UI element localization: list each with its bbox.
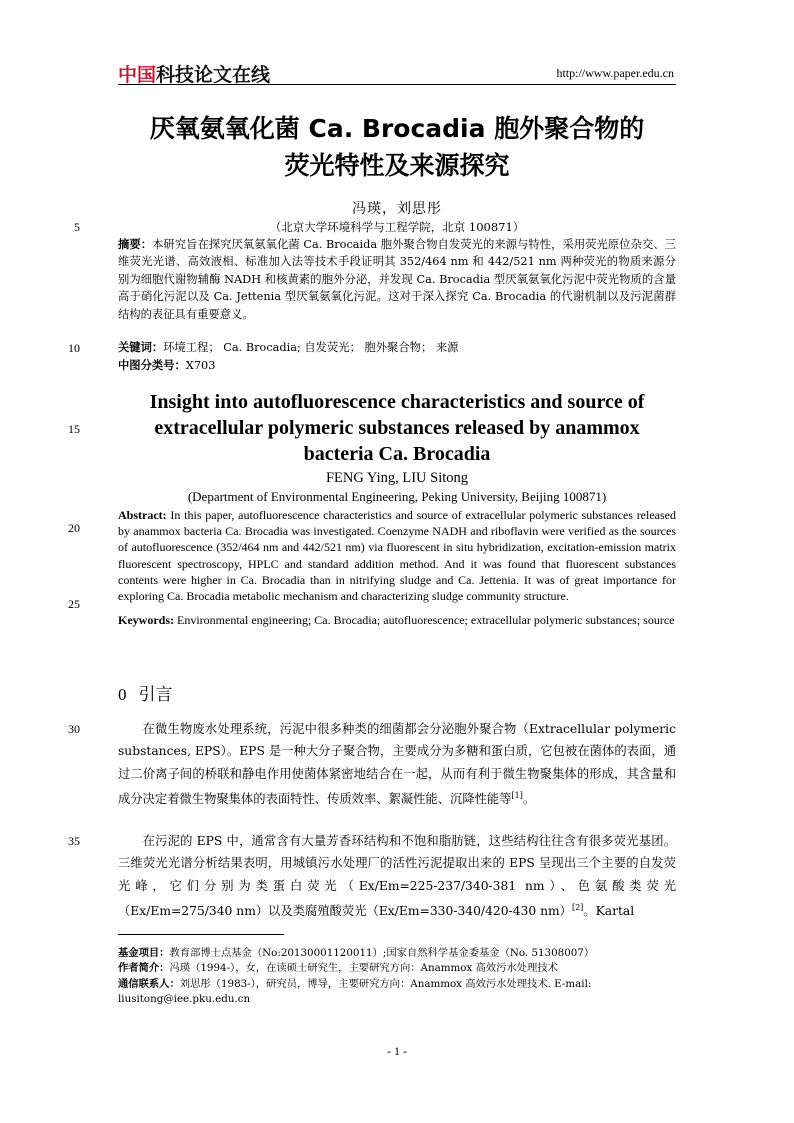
line-number: 30: [68, 722, 80, 736]
abstract-cn-text: 本研究旨在探究厌氧氨氧化菌 Ca. Brocaida 胞外聚合物自发荧光的来源与特性，采用荧光原位杂交、三维荧光光谱、高效液相、标准加入法等技术手段证明其 352/464 nm 和 442/521 nm 两种荧光的物质来源分别为细胞代谢物辅酶 NADH 和核黄素的胞外分泌，并发现 Ca. Brocadia 型厌氧氨氧化污泥中荧光物质的含量高于硝化污泥以及 Ca. Jettenia 型厌氧氨氧化污泥。这对于深入探究 Ca. Brocadia 的代谢机制以及污泥菌群结构的表征具有重要意义。: [118, 238, 676, 321]
footnote-author: [118, 961, 676, 976]
authors-en: FENG Ying, LIU Sitong: [325, 470, 469, 486]
line-number: 20: [68, 521, 80, 535]
line-number: 25: [68, 597, 80, 611]
title-en-line2: extracellular polymeric substances released by anammox: [154, 417, 640, 439]
abstract-cn: [118, 236, 676, 323]
abstract-cn-label: 摘要：: [118, 238, 153, 251]
abstract-en-label: Abstract:: [118, 508, 167, 522]
abstract-en: [118, 507, 676, 604]
section-number: 0: [118, 685, 127, 704]
footnote-fund: [118, 946, 676, 961]
journal-logo: [118, 60, 270, 87]
footnote-author-text: 冯瑛（1994-），女，在读硕士研究生，主要研究方向：Anammox 高效污水处理技术: [169, 962, 558, 975]
clc-cn-label: 中图分类号：: [118, 359, 186, 372]
body-p2-end: 。Kartal: [583, 904, 635, 919]
footnote-contact-text: 刘思彤（1983-），研究员，博导，主要研究方向：Anammox 高效污水处理技术. E-mail: liusitong@iee.pku.edu.cn: [118, 977, 592, 1005]
title-en-line3: bacteria Ca. Brocadia: [303, 443, 491, 465]
body-paragraph-2: [118, 830, 676, 923]
title-cn-line2: 荧光特性及来源探究: [284, 151, 510, 180]
footnotes: [118, 946, 676, 1007]
line-number: 5: [74, 220, 80, 234]
title-cn-line1: 厌氧氨氧化菌 Ca. Brocadia 胞外聚合物的: [149, 114, 645, 143]
clc-cn-text: X703: [185, 359, 216, 372]
footnote-contact: [118, 977, 676, 1008]
keywords-en-label: Keywords:: [118, 613, 174, 627]
title-cn: [118, 110, 676, 184]
section-title: 引言: [138, 685, 173, 705]
header-rule: [118, 84, 676, 85]
title-en: [118, 389, 676, 467]
body-p1-end: 。: [522, 792, 536, 807]
keywords-en: [118, 612, 676, 628]
body-p2-text: 在污泥的 EPS 中，通常含有大量芳香环结构和不饱和脂肪链，这些结构往往含有很多荧光基团。三维荧光光谱分析结果表明，用城镇污水处理厂的活性污泥提取出来的 EPS 呈现出三个主要的自发荧光峰，它们分别为类蛋白荧光（Ex/Em=225-237/340-381 nm）、色氨酸类荧光（Ex/Em=275/340 nm）以及类腐殖酸荧光（Ex/Em=330-340/420-430 nm）: [118, 834, 676, 919]
section-heading: [118, 680, 173, 705]
citation-ref[interactable]: [2]: [571, 903, 584, 913]
page-number: - 1 -: [387, 1044, 407, 1058]
footnote-author-label: 作者简介：: [118, 962, 170, 975]
citation-ref[interactable]: [1]: [511, 791, 523, 801]
affiliation-cn: （北京大学环境科学与工程学院，北京 100871）: [269, 220, 525, 234]
body-paragraph-1: [118, 718, 676, 811]
abstract-en-text: In this paper, autofluorescence characteristics and source of extracellular polymeric substances released by anammox bacteria Ca. Brocadia was investigated. Coenzyme NADH and riboflavin were verified as the sources of autofluorescence (352/464 nm and 442/521 nm) via fluorescent in situ hybridization, excitation-emission matrix fluorescent spectroscopy, HPLC and standard addition method. And it was found that fluorescent substances contents were higher in Ca. Brocadia than in nitrifying sludge and Ca. Jettenia. It was of great importance for exploring Ca. Brocadia metabolic mechanism and characterizing sludge community structure.: [118, 508, 676, 604]
title-en-line1: Insight into autofluorescence characteristics and source of: [149, 391, 645, 413]
keywords-cn-label: 关键词：: [118, 341, 164, 354]
clc-cn: [118, 357, 676, 374]
keywords-cn: [118, 339, 676, 356]
line-number: 10: [68, 341, 80, 355]
affiliation-en: (Department of Environmental Engineering, Peking University, Beijing 100871): [187, 489, 607, 504]
line-number: 15: [68, 422, 80, 436]
header-url[interactable]: http://www.paper.edu.cn: [556, 66, 674, 80]
logo-part-china: 中国: [118, 64, 157, 86]
footnote-rule: [118, 934, 284, 935]
logo-part-name: 科技论文在线: [156, 64, 271, 86]
footnote-fund-label: 基金项目：: [118, 947, 170, 959]
footnote-contact-label: 通信联系人：: [118, 977, 180, 990]
keywords-en-text: Environmental engineering; Ca. Brocadia; autofluorescence; extracellular polymeric substances; source: [174, 613, 675, 627]
authors-cn: 冯瑛，刘思彤: [352, 201, 442, 217]
body-p1-text: 在微生物废水处理系统，污泥中很多种类的细菌都会分泌胞外聚合物（Extracellular polymeric substances, EPS）。EPS 是一种大分子聚合物，主要成分为多糖和蛋白质，它包被在菌体的表面，通过二价离子间的桥联和静电作用使菌体紧密地结合在一起，从而有利于微生物聚集体的形成，其含量和成分决定着微生物聚集体的表面特性、传质效率、絮凝性能、沉降性能等: [118, 722, 676, 807]
footnote-fund-text: 教育部博士点基金（No:20130001120011）;国家自然科学基金委基金（No. 51308007）: [169, 947, 595, 959]
line-number: 35: [68, 834, 80, 848]
keywords-cn-text: 环境工程； Ca. Brocadia; 自发荧光； 胞外聚合物； 来源: [163, 341, 459, 354]
